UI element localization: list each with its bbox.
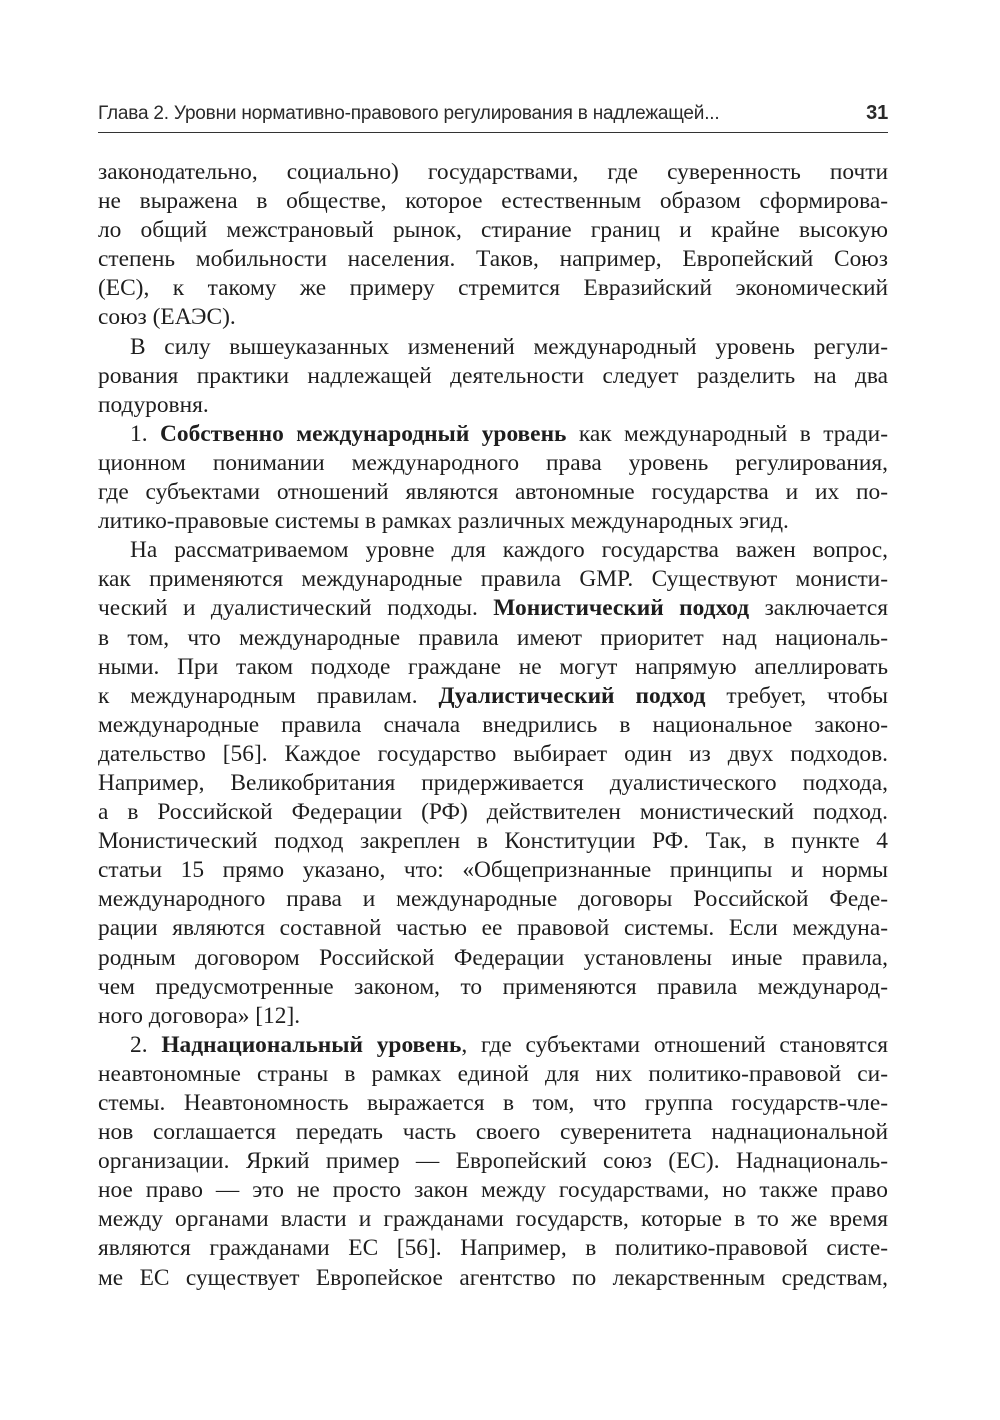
text-line: литико-правовые системы в рамках различных международных эгид. (98, 508, 789, 535)
text-line: 1. Собственно международный уровень как международный в тради- (130, 420, 888, 447)
text-line: Монистический подход закреплен в Конституции РФ. Так, в пункте 4 (98, 828, 888, 855)
text-line: Например, Великобритания придерживается дуалистического подхода, (98, 769, 888, 796)
text-line: ционном понимании международного права уровень регулирования, (98, 449, 888, 476)
body-text (98, 158, 888, 1293)
text-line: нов соглашается передать часть своего суверенитета наднациональной (98, 1119, 888, 1146)
text-line: законодательно, социально) государствами, где суверенность почти (98, 159, 888, 185)
chapter-title: Глава 2. Уровни нормативно-правового регулирования в надлежащей... (98, 103, 720, 124)
paragraph-supranational-level (98, 1031, 888, 1293)
paragraph-continuation (98, 158, 888, 333)
term-supranational-level: Наднациональный уровень (161, 1031, 462, 1058)
paragraph-approaches (98, 536, 888, 1031)
text-line: подуровня. (98, 391, 209, 418)
text-line: чем предусмотренные законом, то применяются правила международ- (98, 973, 888, 1000)
text-line: На рассматриваемом уровне для каждого государства важен вопрос, (130, 537, 888, 564)
text-line: (ЕС), к такому же примеру стремится Евразийский экономический (98, 275, 888, 302)
page-number: 31 (866, 102, 888, 124)
paragraph (98, 333, 888, 420)
text-line: рации являются составной частью ее правовой системы. Если междуна- (98, 915, 888, 942)
text-line: как применяются международные правила GMP. Существуют монисти- (98, 566, 888, 593)
text-line: неавтономные страны в рамках единой для них политико-правовой си- (98, 1060, 888, 1087)
text-line: В силу вышеуказанных изменений международный уровень регули- (130, 333, 888, 360)
text-line: 2. Наднациональный уровень, где субъектами отношений становятся (130, 1031, 889, 1058)
text-line: не выражена в обществе, которое естественным образом сформирова- (98, 188, 888, 215)
text-line: ческий и дуалистический подходы. Монистический подход заключается (98, 595, 888, 622)
text-line: между органами власти и гражданами государств, которые в то же время (98, 1206, 888, 1233)
text-line: стемы. Неавтономность выражается в том, что группа государств-чле- (98, 1090, 888, 1116)
term-dualistic-approach: Дуалистический подход (438, 682, 706, 709)
text-line: к международным правилам. Дуалистический подход требует, чтобы (98, 682, 888, 709)
text-line: являются гражданами ЕС [56]. Например, в политико-правовой систе- (98, 1235, 888, 1262)
text-line: международного права и международные договоры Российской Феде- (98, 886, 888, 913)
text-line: ное право — это не просто закон между государствами, но также право (98, 1177, 888, 1204)
text-line: родным договором Российской Федерации установлены иные правила, (98, 944, 888, 971)
text-line: дательство [56]. Каждое государство выбирает один из двух подходов. (98, 740, 888, 767)
text-line: степень мобильности населения. Таков, например, Европейский Союз (98, 246, 888, 273)
text-line: организации. Яркий пример — Европейский союз (ЕС). Наднациональ- (98, 1148, 888, 1175)
text-line: ными. При таком подходе граждане не могут напрямую апеллировать (98, 653, 888, 680)
term-monistic-approach: Монистический подход (493, 595, 750, 622)
text-line: рования практики надлежащей деятельности следует разделить на два (98, 362, 888, 389)
text-line: ме ЕС существует Европейское агентство по лекарственным средствам, (98, 1264, 888, 1291)
text-line: ло общий межстрановый рынок, стирание границ и крайне высокую (98, 217, 888, 244)
paragraph-international-level (98, 420, 888, 536)
running-head (98, 102, 888, 125)
text-line: в том, что международные правила имеют приоритет над националь- (98, 624, 888, 651)
text-line: где субъектами отношений являются автономные государства и их по- (98, 479, 888, 506)
term-international-level: Собственно международный уровень (159, 420, 567, 447)
text-line: международные правила сначала внедрились в национальное законо- (98, 711, 888, 738)
text-line: статьи 15 прямо указано, что: «Общепризнанные принципы и нормы (98, 857, 888, 884)
text-line: ного договора» [12]. (98, 1002, 301, 1029)
text-line: а в Российской Федерации (РФ) действителен монистический подход. (98, 799, 888, 826)
header-rule (98, 132, 888, 133)
text-line: союз (ЕАЭС). (98, 304, 236, 331)
